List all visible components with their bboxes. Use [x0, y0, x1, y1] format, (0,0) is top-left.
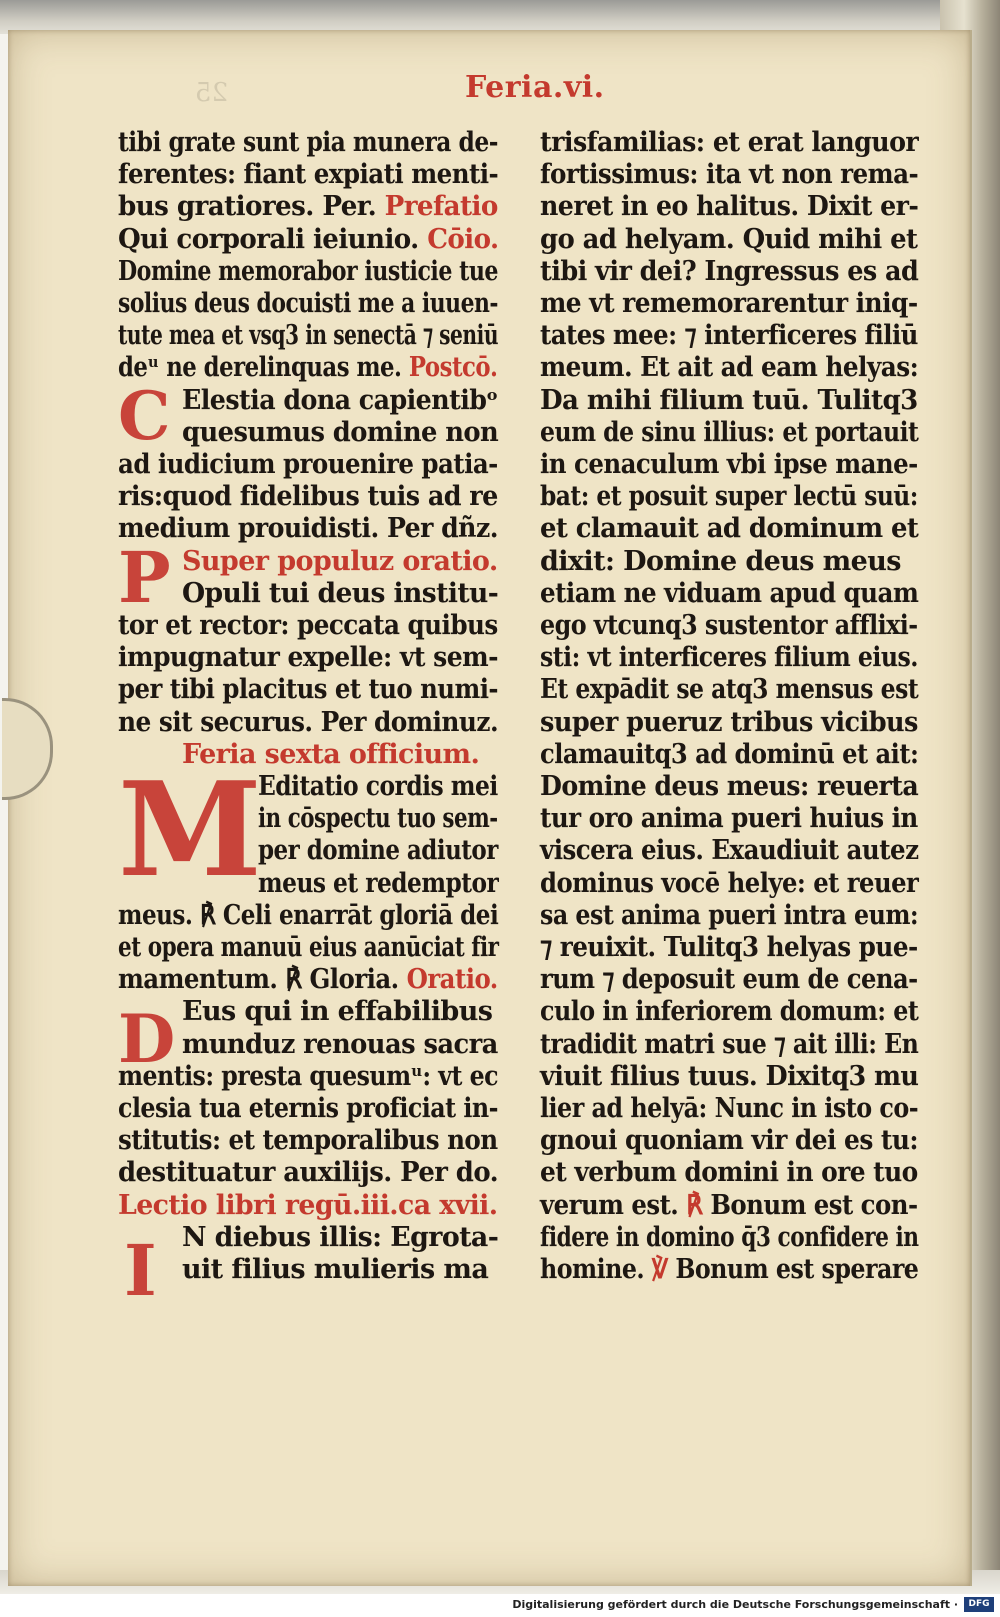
text-line [540, 1223, 918, 1253]
text-line [182, 997, 492, 1027]
text-line [540, 160, 918, 190]
line-text: Qui corporali ieiunio. [118, 223, 419, 255]
line-text: culo in inferiorem domum: et [540, 996, 919, 1028]
line-text: trisfamilias: et erat languor [540, 127, 919, 158]
text-line [540, 1191, 918, 1221]
initial-d: D [118, 1000, 176, 1078]
text-line [118, 128, 498, 158]
text-line [540, 514, 918, 544]
text-line [118, 160, 498, 190]
text-line [540, 804, 918, 834]
line-text: Da mihi filium tuū. Tulitq3 [540, 384, 918, 416]
text-line [540, 1158, 918, 1188]
line-text: bus gratiores. Per. [118, 191, 377, 223]
line-text: gnoui quoniam vir dei es tu: [540, 1125, 919, 1157]
line-text: tute mea et vsq3 in senectā ⁊ seniū [118, 320, 499, 352]
text-line [540, 675, 918, 705]
line-text: medium prouidisti. Per dñz. [118, 513, 498, 545]
line-text: go ad helyam. Quid mihi et [540, 223, 918, 255]
line-text: impugnatur expelle: vt sem- [118, 642, 498, 674]
initial-m: M [118, 753, 262, 906]
text-line [540, 289, 918, 319]
line-text: et clamauit ad dominum et [540, 513, 919, 545]
text-line [540, 579, 918, 609]
line-text: fortissimus: ita vt non rema- [540, 159, 919, 191]
line-text: per domine adiutor [258, 835, 498, 867]
text-line [182, 1223, 498, 1253]
line-text: munduz renouas sacra [182, 1028, 498, 1060]
text-line [118, 708, 498, 738]
text-line [118, 514, 498, 544]
text-line [540, 353, 918, 383]
line-text: super pueruz tribus vicibus [540, 706, 918, 738]
line-text: Elestia dona capientibᵒ [182, 384, 498, 416]
line-text: Feria sexta officium. [182, 738, 480, 770]
text-line [540, 772, 918, 802]
text-line [118, 933, 499, 963]
line-text: ego vtcunq3 sustentor afflixi- [540, 610, 918, 641]
text-line [540, 192, 918, 222]
text-line [118, 192, 498, 222]
line-text: quesumus domine non [182, 416, 499, 448]
text-line [118, 225, 498, 255]
text-line [540, 997, 918, 1027]
line-text: tur oro anima pueri huius in [540, 803, 918, 835]
text-line [182, 386, 498, 416]
text-line [182, 547, 498, 577]
text-line [118, 1062, 498, 1092]
dfg-logo: DFG [964, 1597, 994, 1612]
line-text: ferentes: fiant expiati menti- [118, 159, 499, 191]
line-text: per tibi placitus et tuo numi- [118, 674, 499, 706]
text-line [540, 1094, 918, 1124]
text-line [540, 257, 918, 287]
text-line [118, 965, 498, 995]
line-text: tibi vir dei? Ingressus es ad [540, 255, 919, 287]
line-text: bat: et posuit super lectū suū: [540, 481, 918, 513]
line-text: ris:quod fidelibus tuis ad re [118, 481, 498, 513]
text-line [540, 386, 918, 416]
line-text: sa est anima pueri intra eum: [540, 899, 919, 931]
text-line [118, 257, 498, 287]
line-text: Editatio cordis mei [258, 771, 498, 802]
line-text: meus. ℟ Celi enarrāt gloriā dei [118, 899, 499, 931]
line-text: Lectio libri regū.iii.ca xvii. [118, 1189, 498, 1221]
line-text: tibi grate sunt pia munera de- [118, 127, 498, 158]
line-text: mentis: presta quesumᵘ: vt ec [118, 1060, 499, 1092]
line-text: clesia tua eternis proficiat in- [118, 1093, 498, 1124]
rubric-text: ℟ [678, 1189, 703, 1221]
text-line [118, 482, 498, 512]
text-line [258, 869, 498, 899]
text-line [258, 772, 498, 802]
line-text: homine. [540, 1254, 645, 1285]
line-text: eum de sinu illius: et portauit [540, 416, 919, 448]
text-line [118, 643, 498, 673]
line-text: Domine memorabor iusticie tue [118, 255, 499, 287]
line-text: rum ⁊ deposuit eum de cena- [540, 964, 918, 996]
line-text: tradidit matri sue ⁊ ait illi: En [540, 1028, 919, 1060]
line-text: in cōspectu tuo sem- [258, 803, 498, 835]
line-text: verum est. [540, 1189, 679, 1221]
line-text: dominus vocē helye: et reuer [540, 867, 919, 899]
line-text: Eus qui in effabilibus [182, 996, 493, 1028]
line-text: ad iudicium prouenire patia- [118, 449, 498, 480]
running-head: Feria.vi. [465, 70, 605, 105]
line-text: lier ad helyā: Nunc in isto co- [540, 1093, 919, 1124]
text-line [540, 128, 918, 158]
text-line [118, 611, 498, 641]
text-line [540, 643, 918, 673]
text-line [118, 1094, 498, 1124]
text-line [540, 836, 918, 866]
rubric-text: ℣ [644, 1254, 668, 1285]
text-line [540, 321, 918, 351]
text-line [118, 450, 498, 480]
line-text: ⁊ reuixit. Tulitq3 helyas pue- [540, 932, 918, 963]
text-line [540, 611, 918, 641]
text-line [118, 675, 498, 705]
line-text: etiam ne viduam apud quam [540, 577, 919, 609]
text-line [540, 1255, 918, 1285]
line-text: et verbum domini in ore tuo [540, 1157, 918, 1189]
line-text: N diebus illis: Egrota- [182, 1221, 499, 1253]
text-line [540, 547, 901, 577]
text-line [182, 579, 498, 609]
text-line [118, 353, 497, 383]
text-line [540, 869, 918, 899]
text-line [118, 289, 498, 319]
line-text: in cenaculum vbi ipse mane- [540, 449, 918, 480]
line-text: Opuli tui deus institu- [182, 577, 499, 609]
line-text: neret in eo halitus. Dixit er- [540, 191, 919, 223]
line-text: dixit: Domine deus meus [540, 545, 901, 577]
text-line [182, 1030, 498, 1060]
line-text: sti: vt interficeres filium eius. [540, 642, 918, 674]
text-line [118, 321, 498, 351]
text-line [540, 418, 918, 448]
text-line [182, 418, 498, 448]
line-text: Et expādit se atq3 mensus est [540, 674, 919, 706]
line-text-continued: Bonum est sperare [667, 1254, 919, 1285]
text-line [540, 901, 918, 931]
line-text: meus et redemptor [258, 867, 499, 899]
initial-c: C [118, 377, 171, 455]
text-line [118, 1158, 498, 1188]
text-line [540, 933, 918, 963]
line-text: uit filius mulieris ma [182, 1254, 489, 1285]
line-text: Super populuz oratio. [182, 545, 498, 577]
line-text: meum. Et ait ad eam helyas: [540, 352, 919, 384]
line-text: stitutis: et temporalibus non [118, 1125, 498, 1157]
line-text: et opera manuū eius aanūciat fir [118, 932, 499, 963]
rubric-text: Prefatio [376, 191, 498, 223]
rubric-text: Cōio. [418, 223, 499, 255]
text-line [540, 708, 918, 738]
rubric-text: Oratio. [398, 964, 498, 996]
line-text: ne sit securus. Per dominuz. [118, 706, 499, 738]
line-text: deᵘ ne derelinquas me. [118, 352, 402, 384]
text-line [540, 1030, 918, 1060]
text-line [540, 225, 917, 255]
text-line [118, 1191, 497, 1221]
line-text-continued: Bonum est con- [702, 1189, 918, 1221]
line-text: viuit filius tuus. Dixitq3 mu [540, 1060, 919, 1092]
line-text: clamauitq3 ad dominū et ait: [540, 738, 919, 770]
text-line [540, 1062, 918, 1092]
line-text: solius deus docuisti me a iuuen- [118, 288, 499, 319]
line-text: mamentum. ℟ Gloria. [118, 964, 399, 996]
text-line [540, 450, 918, 480]
show-through-page-number: 25 [195, 78, 229, 108]
text-line [182, 1255, 488, 1285]
text-line [258, 804, 498, 834]
line-text: fidere in domino q̄3 confidere in [540, 1221, 919, 1253]
text-line [182, 740, 479, 770]
text-line [118, 1126, 498, 1156]
initial-p: P [118, 536, 171, 619]
line-text: Domine deus meus: reuerta [540, 771, 919, 802]
line-text: tates mee: ⁊ interficeres filiū [540, 320, 918, 352]
book-top-edge [0, 0, 1000, 34]
line-text: destituatur auxilijs. Per do. [118, 1157, 499, 1189]
text-line [258, 836, 498, 866]
text-line [540, 965, 918, 995]
line-text: me vt rememorarentur iniq- [540, 288, 918, 319]
text-line [540, 740, 918, 770]
footer-credit: Digitalisierung gefördert durch die Deutsche Forschungsgemeinschaft · [512, 1598, 958, 1611]
text-line [540, 1126, 918, 1156]
rubric-text: Postcō. [401, 352, 498, 384]
line-text: tor et rector: peccata quibus [118, 610, 498, 641]
text-line [118, 901, 498, 931]
initial-i: I [124, 1229, 157, 1312]
book-clasp [2, 698, 53, 800]
text-line [540, 482, 918, 512]
line-text: viscera eius. Exaudiuit autez [540, 835, 919, 867]
